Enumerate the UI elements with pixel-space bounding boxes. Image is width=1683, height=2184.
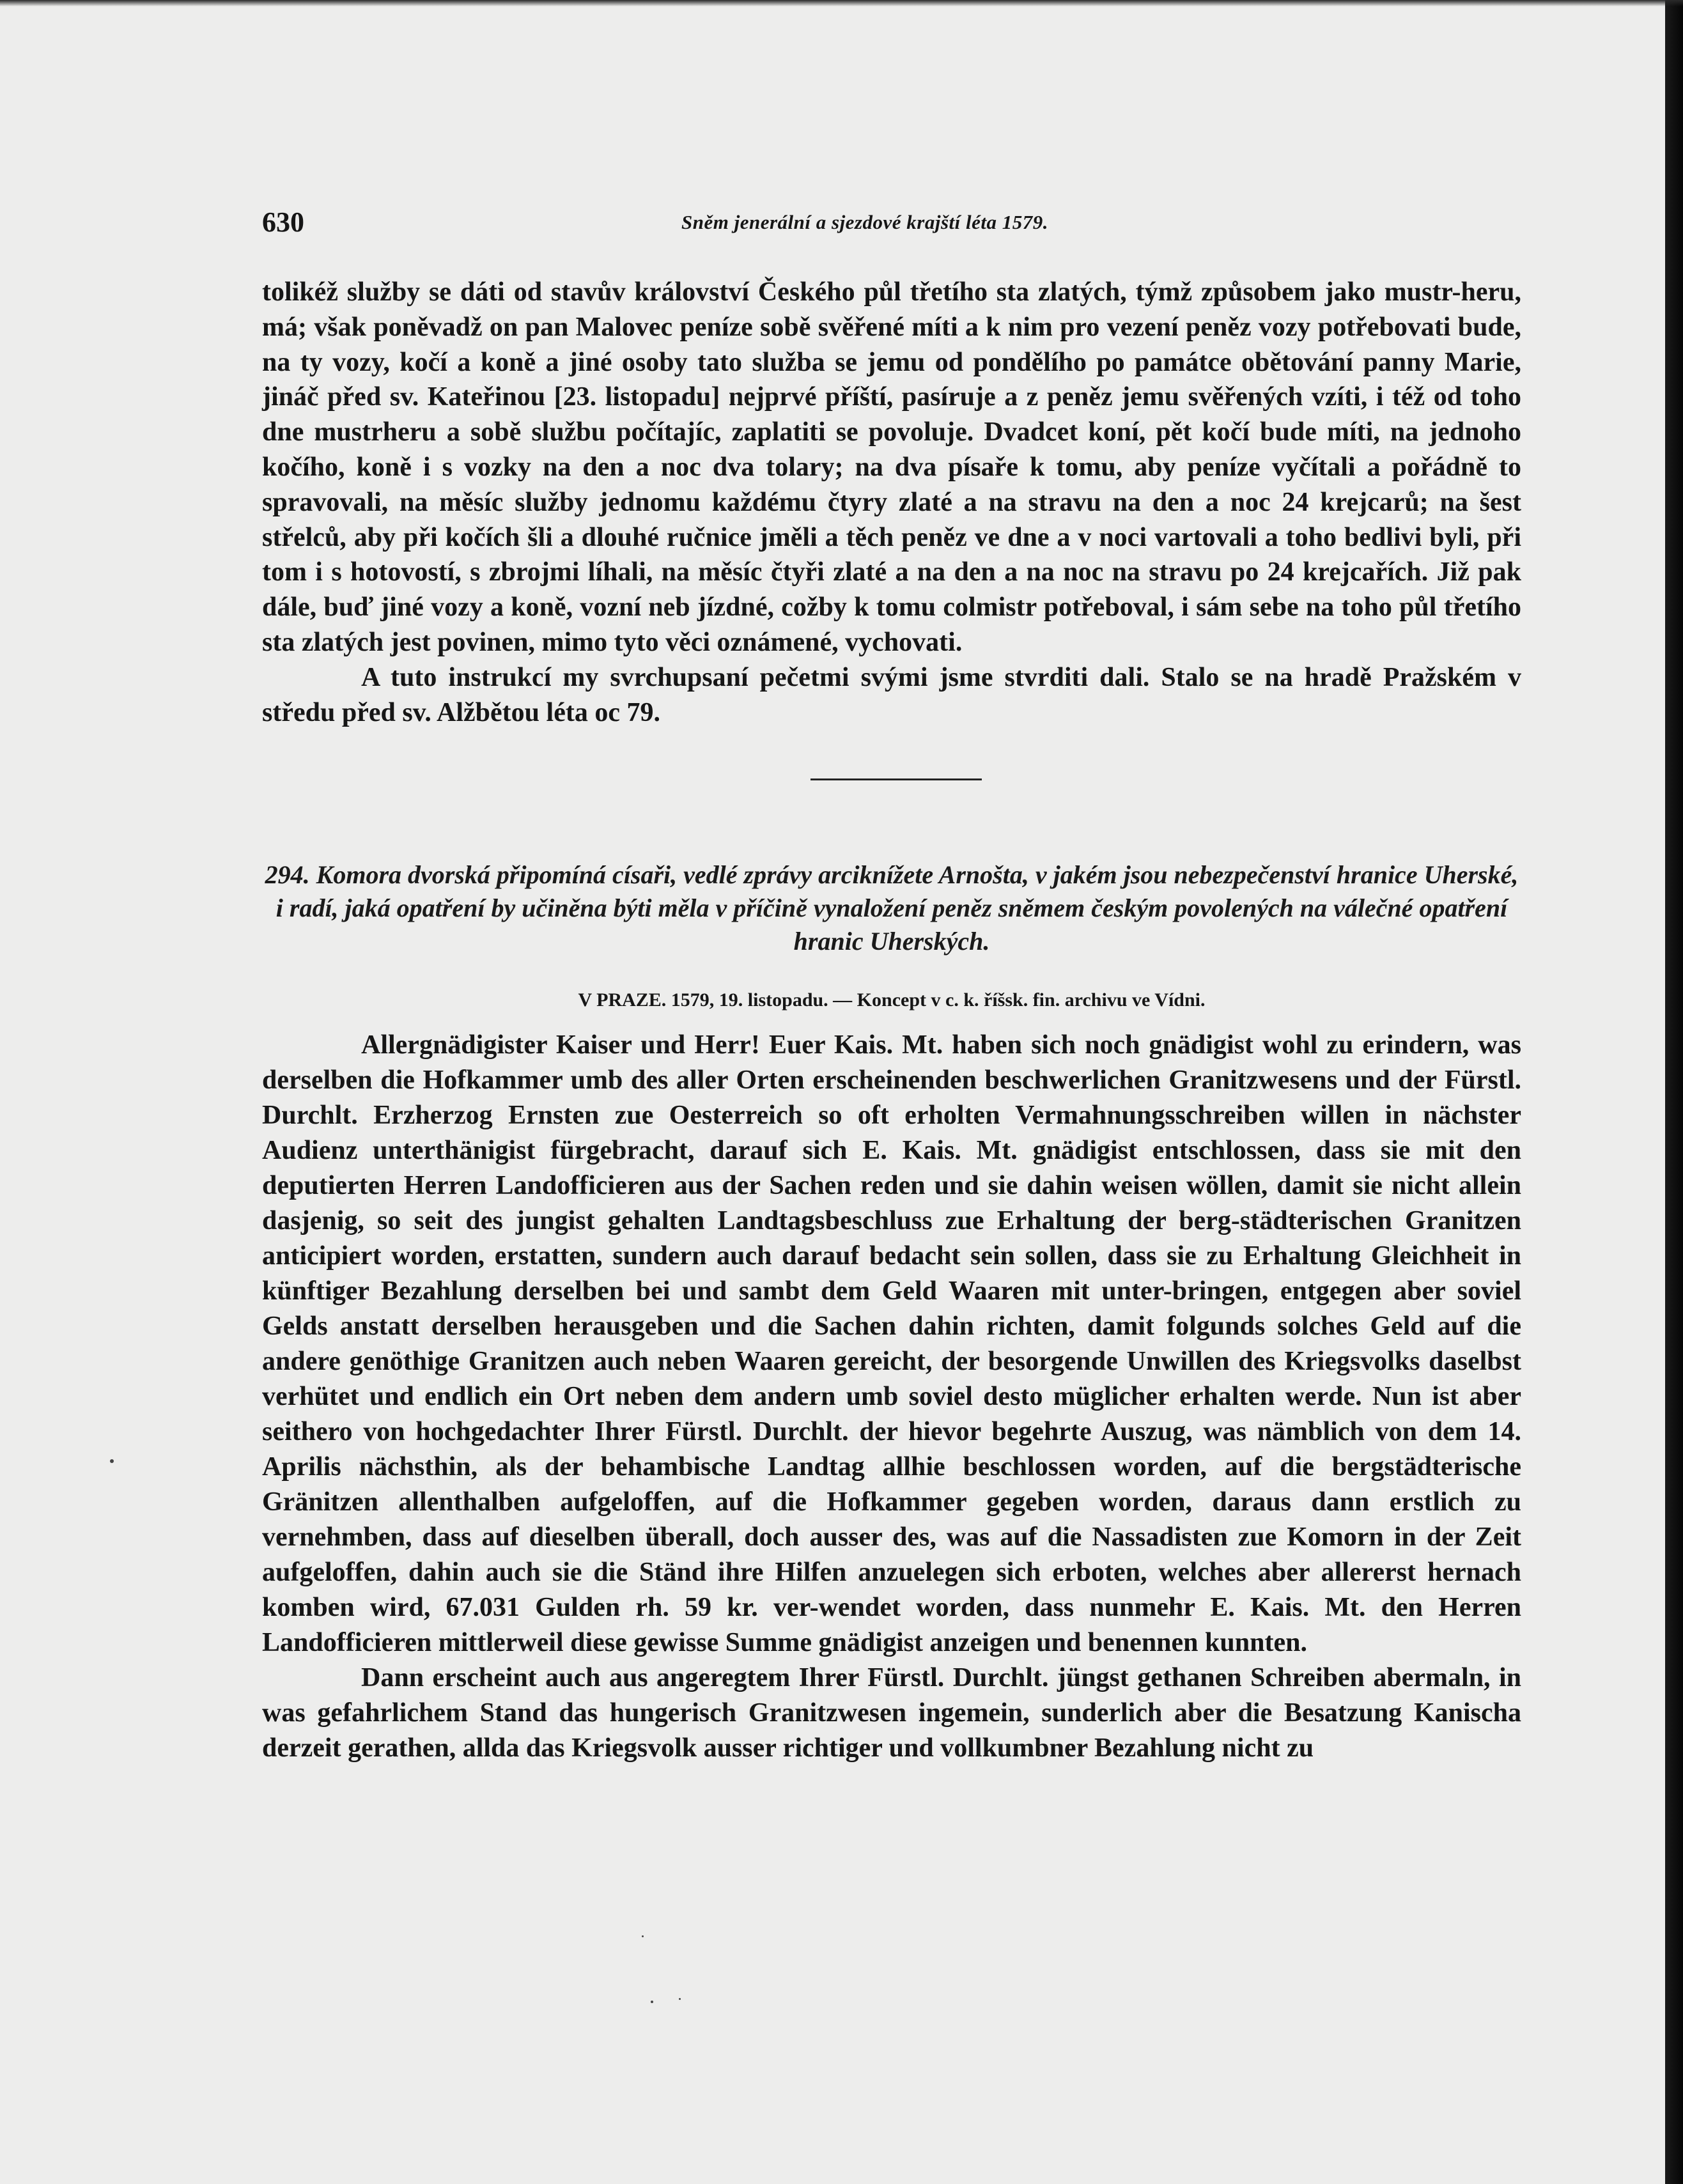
page-number: 630 xyxy=(262,206,304,238)
section-separator xyxy=(810,778,982,780)
paragraph: A tuto instrukcí my svrchupsaní pečetmi svými jsme stvrditi dali. Stalo se na hradě Pražském v středu před sv. Alžbětou léta oc 79. xyxy=(262,662,1521,727)
scan-speck xyxy=(651,2001,653,2003)
czech-text-block xyxy=(262,275,1521,730)
scan-speck xyxy=(110,1459,114,1463)
paragraph: tolikéž služby se dáti od stavův království Českého půl třetího sta zlatých, týmž způsobem jako mustr-heru, má; však poněvadž on pan Malovec peníze sobě svěřené míti a k nim pro vezení peněz vozy potřebovati bude, na ty vozy, kočí a koně a jiné osoby tato služba se jemu od pondělího po památce obětování panny Marie, jináč před sv. Kateřinou [23. listopadu] nejprvé příští, pasíruje a z peněz jemu svěřených vzíti, i též od toho dne mustrheru a sobě službu počítajíc, zaplatiti se povoluje. Dvadcet koní, pět kočí bude míti, na jednoho kočího, koně i s vozky na den a noc dva tolary; na dva písaře k tomu, aby peníze vyčítali a pořádně to spravovali, na měsíc služby jednomu každému čtyry zlaté a na stravu na den a noc 24 krejcarů; na šest střelců, aby při kočích šli a dlouhé ručnice jměli a těch peněz ve dne a v noci vartovali a toho bedlivi byli, při tom i s hotovostí, s zbrojmi líhali, na měsíc čtyři zlaté a na den a na noc na stravu po 24 krejcařích. Již pak dále, buď jiné vozy a koně, vozní neb jízdné, cožby k tomu colmistr potřeboval, i sám sebe na toho půl třetího sta zlatých jest povinen, mimo tyto věci oznámené, vychovati. xyxy=(262,277,1521,657)
scan-border xyxy=(0,0,1683,6)
scan-border xyxy=(1665,0,1683,2184)
document-summary: Komora dvorská připomíná císaři, vedlé zprávy arciknížete Arnošta, v jakém jsou nebezpečenství hranice Uherské, i radí, jaká opatření by učiněna býti měla v příčině vynaložení peněz sněmem českým povolených na válečné opatření hranic Uherských. xyxy=(275,860,1519,956)
paragraph: Allergnädigister Kaiser und Herr! Euer Kais. Mt. haben sich noch gnädigist wohl zu erindern, was derselben die Hofkammer umb des aller Orten erscheinenden beschwerlichen Granitzwesens und der Fürstl. Durchlt. Erzherzog Ernsten zue Oesterreich so oft erholten Vermahnungsschreiben willen in nächster Audienz unterthänigist fürgebracht, darauf sich E. Kais. Mt. gnädigist entschlossen, dass sie mit den deputierten Herren Landofficieren aus der Sachen reden und sie dahin weisen wöllen, damit sie nicht allein dasjenig, so seit des jungist gehalten Landtagsbeschluss zue Erhaltung der berg-städterischen Granitzen anticipiert worden, erstatten, sundern auch darauf bedacht sein sollen, dass sie zu Erhaltung Gleichheit in künftiger Bezahlung derselben bei und sambt dem Geld Waaren mit unter-bringen, entgegen aber soviel Gelds anstatt derselben herausgeben und die Sachen dahin richten, damit folgunds solches Geld auf die andere genöthige Granitzen auch neben Waaren gereicht, der besorgende Unwillen des Kriegsvolks daselbst verhütet und endlich ein Ort neben dem andern umb soviel desto müglicher erhalten werde. Nun ist aber seithero von hochgedachter Ihrer Fürstl. Durchlt. der hievor begehrte Auszug, was nämblich von dem 14. Aprilis nächsthin, als der behambische Landtag allhie beschlossen worden, auf die bergstädterische Gränitzen allenthalben aufgeloffen, auf die Hofkammer gegeben worden, daraus dann erstlich zu vernehmben, dass auf dieselben überall, doch ausser des, was auf die Nassadisten zue Komorn in der Zeit aufgeloffen, dahin auch sie die Ständ ihre Hilfen anzuelegen sich erboten, welches aber allererst hernach komben wird, 67.031 Gulden rh. 59 kr. ver-wendet worden, dass nunmehr E. Kais. Mt. den Herren Landofficieren mittlerweil diese gewisse Summe gnädigist anzeigen und benennen kunnten. xyxy=(262,1030,1521,1657)
document-heading xyxy=(262,858,1521,958)
scan-speck xyxy=(642,1935,644,1937)
paragraph: Dann erscheint auch aus angeregtem Ihrer Fürstl. Durchlt. jüngst gethanen Schreiben abermaln, in was gefahrlichem Stand das hungerisch Granitzwesen ingemein, sunderlich aber die Besatzung Kanischa derzeit gerathen, allda das Kriegsvolk ausser richtiger und vollkumbner Bezahlung nicht zu xyxy=(262,1663,1521,1763)
german-text-block xyxy=(262,1028,1521,1766)
document-source-line: V PRAZE. 1579, 19. listopadu. — Koncept v c. k. říšsk. fin. archivu ve Vídni. xyxy=(578,989,1206,1011)
page-header xyxy=(262,206,1515,244)
scan-speck xyxy=(679,1998,681,2000)
document-number: 294. xyxy=(265,860,310,889)
running-title: Sněm jenerální a sjezdové krajští léta 1579. xyxy=(681,211,1048,233)
